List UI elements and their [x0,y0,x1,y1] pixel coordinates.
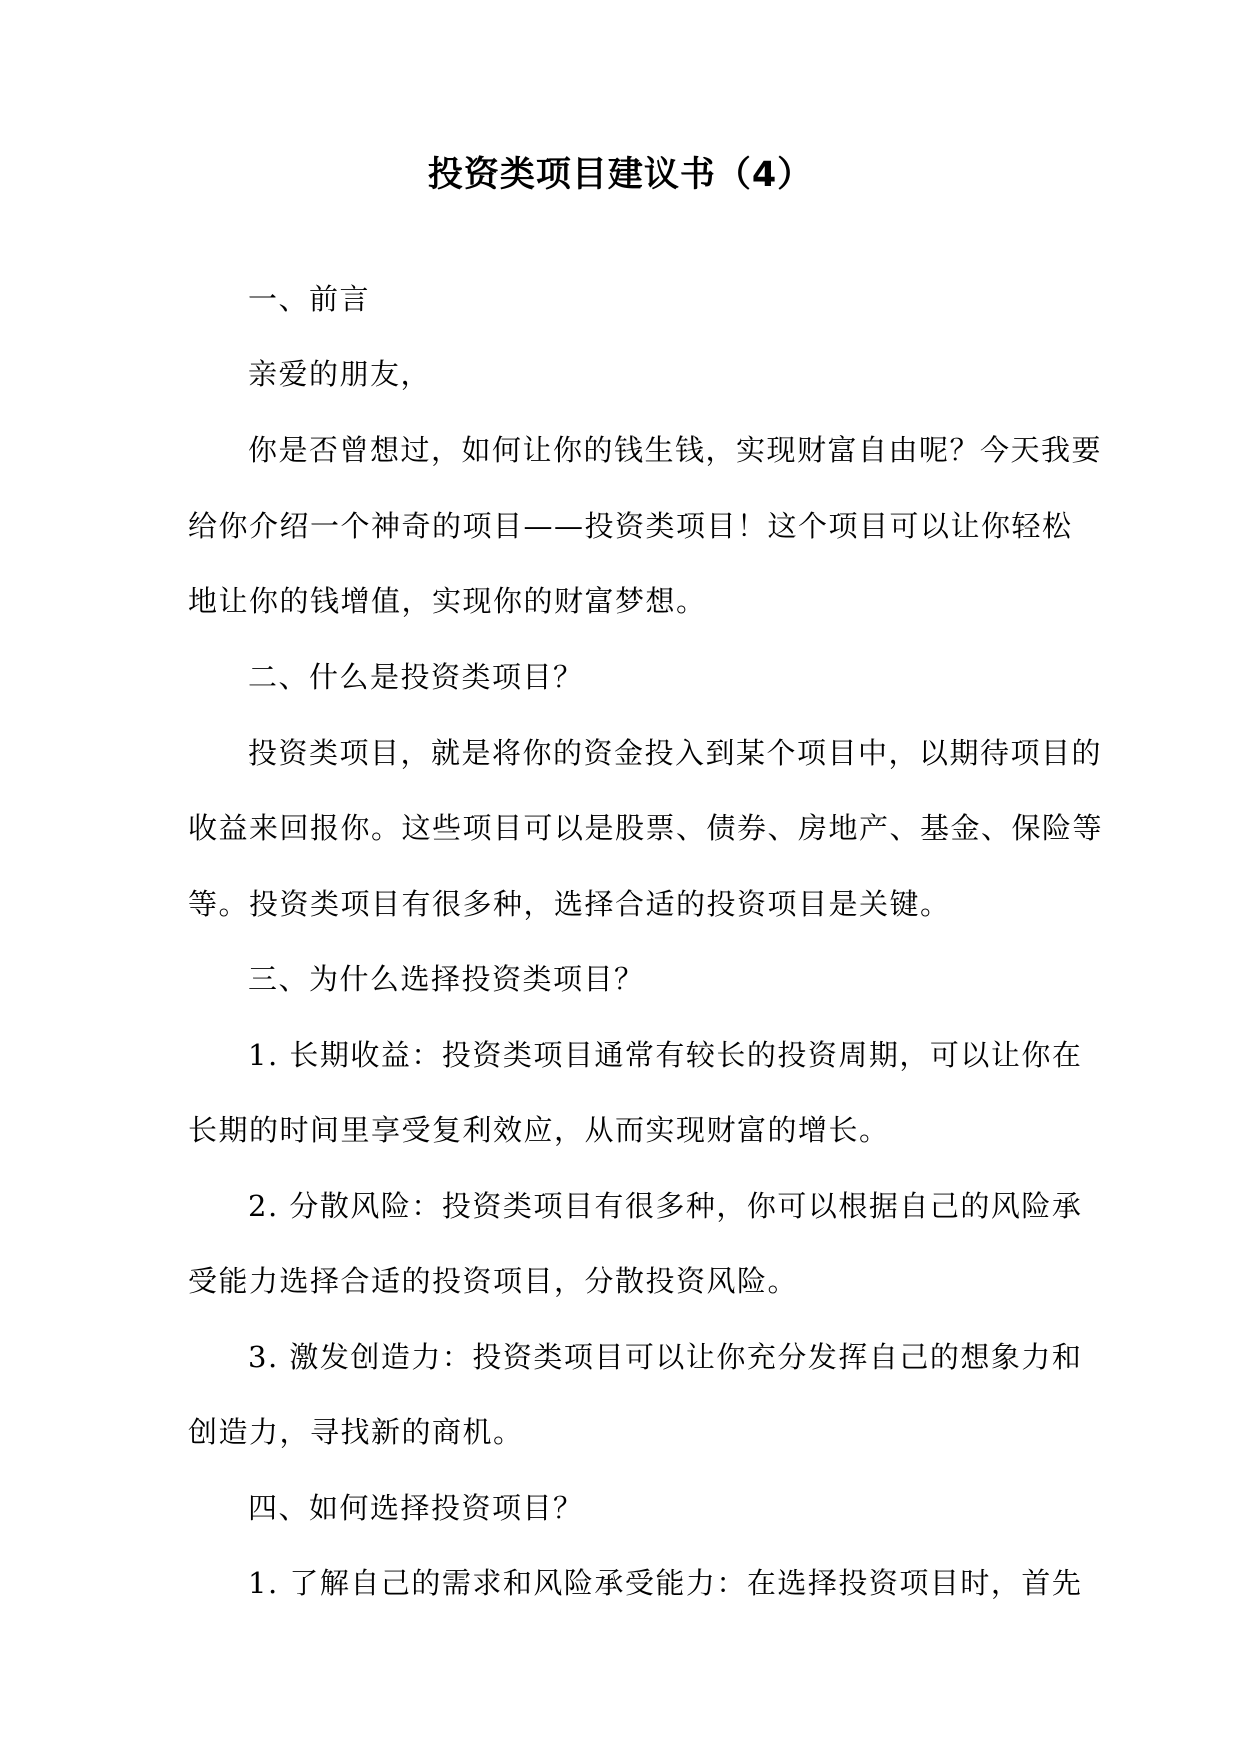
list-item-line: 创造力，寻找新的商机。 [188,1415,524,1449]
section-heading-how: 四、如何选择投资项目？ [248,1491,584,1525]
list-item-line: 2. 分散风险：投资类项目有很多种，你可以根据自己的风险承 [248,1189,1083,1223]
paragraph-line: 收益来回报你。这些项目可以是股票、债券、房地产、基金、保险等 [188,811,1104,845]
paragraph-line: 等。投资类项目有很多种，选择合适的投资项目是关键。 [188,887,951,921]
section-heading-why: 三、为什么选择投资类项目？ [248,962,645,996]
list-item-line: 1. 了解自己的需求和风险承受能力：在选择投资项目时，首先 [248,1566,1083,1600]
list-item-line: 3. 激发创造力：投资类项目可以让你充分发挥自己的想象力和 [248,1340,1083,1374]
paragraph-line: 投资类项目，就是将你的资金投入到某个项目中，以期待项目的 [248,736,1103,770]
list-item-line: 受能力选择合适的投资项目，分散投资风险。 [188,1264,799,1298]
section-heading-what-is: 二、什么是投资类项目？ [248,660,584,694]
list-item-line: 长期的时间里享受复利效应，从而实现财富的增长。 [188,1113,890,1147]
section-heading-preface: 一、前言 [248,282,371,316]
document-title: 投资类项目建议书（4） [427,155,814,195]
greeting-line: 亲爱的朋友， [248,357,432,391]
paragraph-line: 你是否曾想过，如何让你的钱生钱，实现财富自由呢？今天我要 [248,433,1103,467]
list-item-line: 1. 长期收益：投资类项目通常有较长的投资周期，可以让你在 [248,1038,1083,1072]
paragraph-line: 给你介绍一个神奇的项目——投资类项目！这个项目可以让你轻松 [188,509,1073,543]
paragraph-line: 地让你的钱增值，实现你的财富梦想。 [188,584,707,618]
